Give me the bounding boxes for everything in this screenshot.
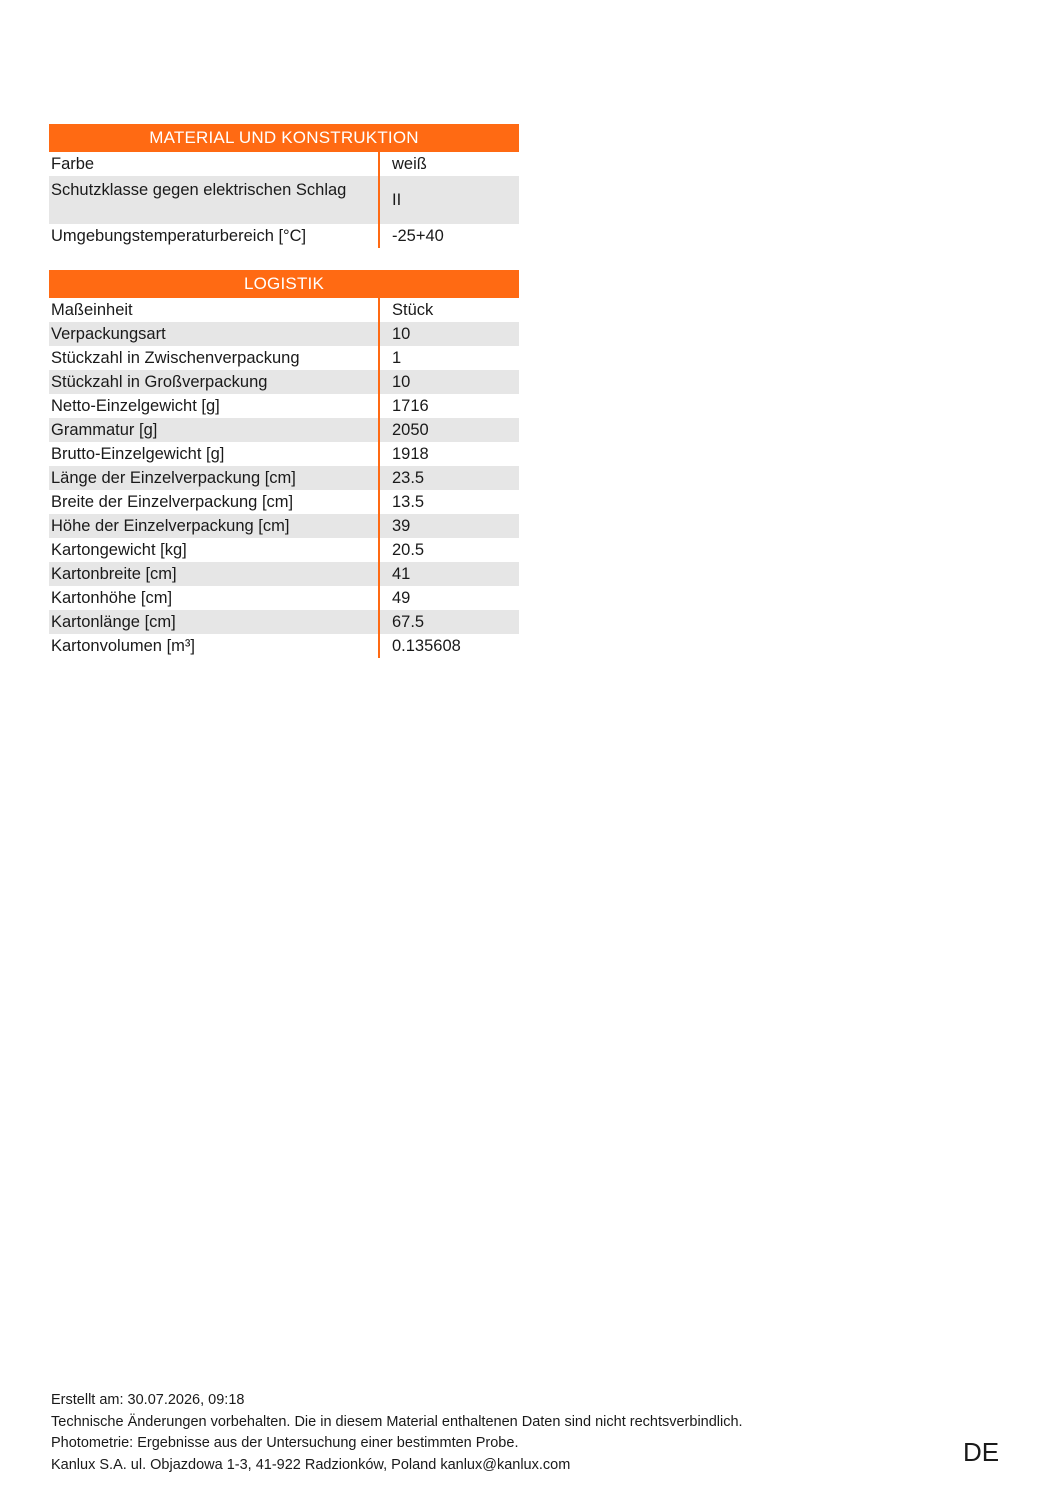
table-row	[49, 442, 519, 466]
table-row	[49, 610, 519, 634]
row-label: Stückzahl in Zwischenverpackung	[51, 349, 300, 367]
table-row	[49, 322, 519, 346]
material-table-title: MATERIAL UND KONSTRUKTION	[49, 124, 519, 152]
row-value: 10	[378, 370, 519, 394]
material-construction-table	[49, 124, 519, 248]
table-row	[49, 152, 519, 176]
row-label: Grammatur [g]	[51, 421, 158, 439]
row-value: II	[378, 176, 519, 224]
table-row	[49, 298, 519, 322]
table-row	[49, 538, 519, 562]
table-row	[49, 466, 519, 490]
row-label: Maßeinheit	[51, 301, 133, 319]
row-label: Kartonvolumen [m³]	[51, 637, 195, 655]
row-value: 67.5	[378, 610, 519, 634]
row-label: Höhe der Einzelverpackung [cm]	[51, 517, 290, 535]
table-row	[49, 394, 519, 418]
row-value: 20.5	[378, 538, 519, 562]
row-value: 1918	[378, 442, 519, 466]
logistics-table-title: LOGISTIK	[49, 270, 519, 298]
table-row	[49, 176, 519, 224]
row-value: 0.135608	[378, 634, 519, 658]
row-label: Stückzahl in Großverpackung	[51, 373, 268, 391]
creation-date: Erstellt am: 30.07.2026, 09:18	[51, 1392, 245, 1408]
row-label: Kartonbreite [cm]	[51, 565, 177, 583]
row-label: Umgebungstemperaturbereich [°C]	[51, 227, 307, 245]
row-value: Stück	[378, 298, 519, 322]
logistics-table	[49, 270, 519, 658]
row-label: Verpackungsart	[51, 325, 166, 343]
row-value: 41	[378, 562, 519, 586]
row-value: 39	[378, 514, 519, 538]
language-code: DE	[963, 1437, 1000, 1467]
table-row	[49, 370, 519, 394]
row-label: Kartonlänge [cm]	[51, 613, 176, 631]
legal-disclaimer: Technische Änderungen vorbehalten. Die in diesem Material enthaltenen Daten sind nicht rechtsverbindlich.	[51, 1413, 743, 1430]
table-row	[49, 346, 519, 370]
row-value: 23.5	[378, 466, 519, 490]
table-row	[49, 634, 519, 658]
table-row	[49, 562, 519, 586]
row-label: Farbe	[51, 155, 95, 173]
row-value: weiß	[378, 152, 519, 176]
row-label: Brutto-Einzelgewicht [g]	[51, 445, 225, 463]
table-row	[49, 586, 519, 610]
row-label: Schutzklasse gegen elektrischen Schlag	[51, 181, 347, 199]
photometry-note: Photometrie: Ergebnisse aus der Untersuchung einer bestimmten Probe.	[51, 1435, 519, 1451]
table-row	[49, 418, 519, 442]
row-value: 1716	[378, 394, 519, 418]
row-value: 1	[378, 346, 519, 370]
row-value: 49	[378, 586, 519, 610]
row-label: Kartonhöhe [cm]	[51, 589, 173, 607]
table-row	[49, 514, 519, 538]
row-label: Breite der Einzelverpackung [cm]	[51, 493, 294, 511]
row-label: Länge der Einzelverpackung [cm]	[51, 469, 296, 487]
company-address: Kanlux S.A. ul. Objazdowa 1-3, 41-922 Radzionków, Poland kanlux@kanlux.com	[51, 1456, 571, 1473]
row-label: Kartongewicht [kg]	[51, 541, 187, 559]
row-value: 13.5	[378, 490, 519, 514]
row-value: 2050	[378, 418, 519, 442]
row-value: -25+40	[378, 224, 519, 248]
table-row	[49, 490, 519, 514]
document-footer	[51, 1390, 743, 1476]
row-label: Netto-Einzelgewicht [g]	[51, 397, 220, 415]
table-row	[49, 224, 519, 248]
row-value: 10	[378, 322, 519, 346]
